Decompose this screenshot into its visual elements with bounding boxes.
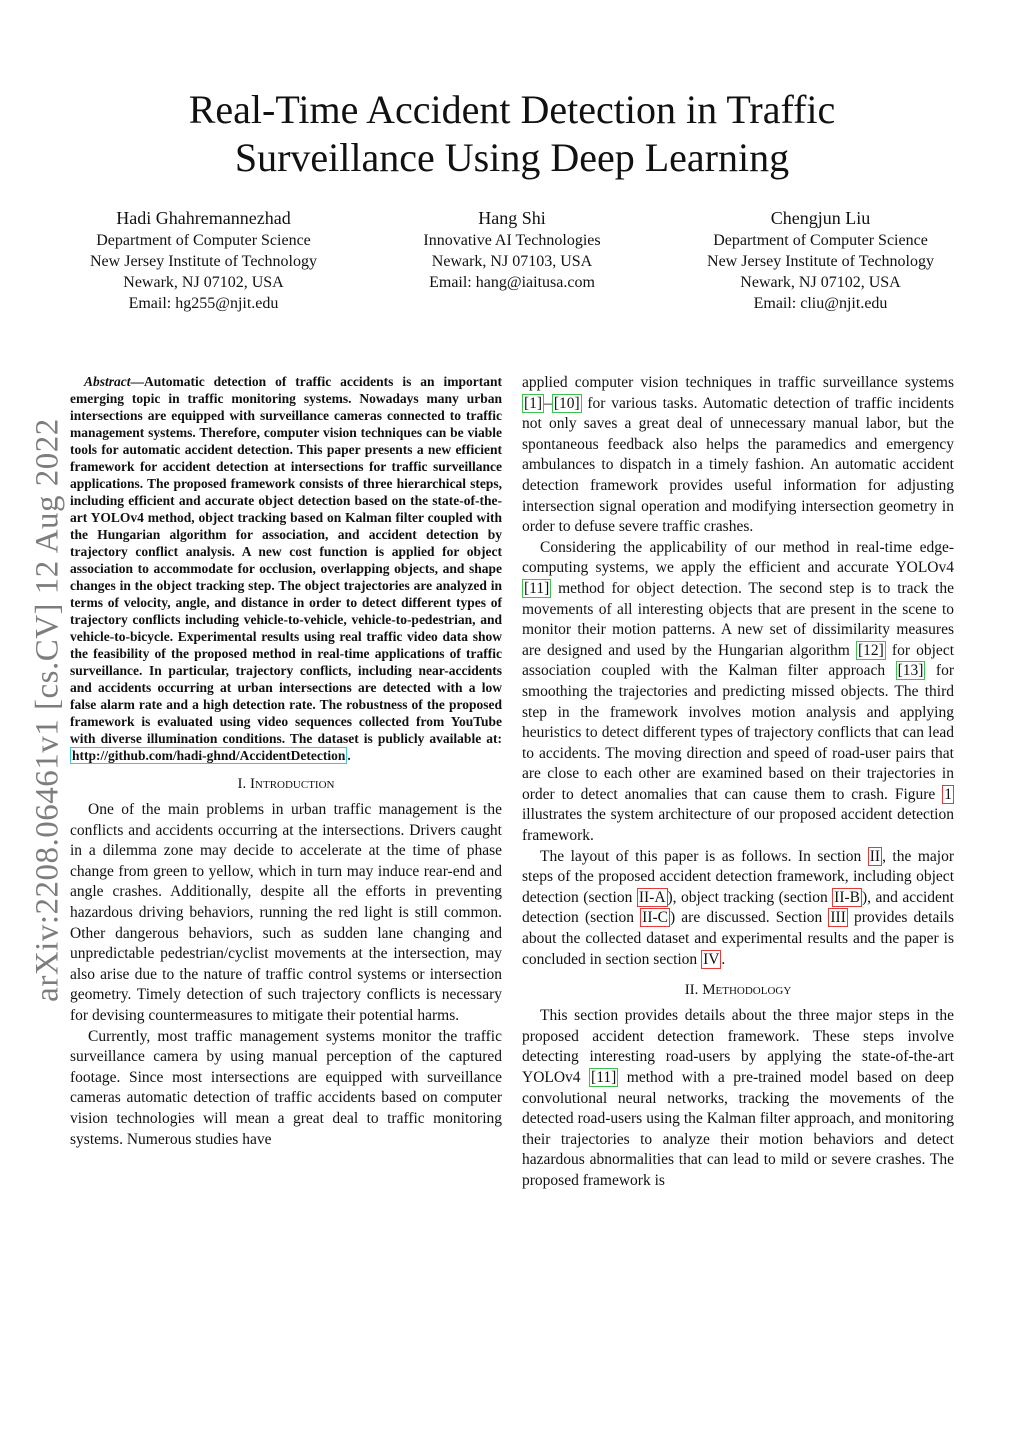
text-run: ), and accident detection (section	[522, 888, 954, 927]
text-run: .	[721, 950, 726, 968]
abstract	[70, 373, 502, 764]
text-run: for smoothing the trajectories and predicting missed objects. The third step in the framework involves motion analysis and applying heuristics to detect different types of trajectory conflicts that can lead to accidents. The moving direction and speed of road-user pairs that are close to each other are examined based on their trajectories in order to detect anomalies that can cause them to crash. Figure	[522, 662, 955, 803]
section-name: Methodology	[702, 982, 792, 999]
author-dept: Department of Computer Science	[96, 232, 311, 249]
section-link[interactable]: III	[830, 909, 846, 927]
citation-link[interactable]: [1]	[524, 394, 543, 412]
text-run: illustrates the system architecture of our proposed accident detection framework.	[522, 806, 954, 845]
intro-paragraph-2: Currently, most traffic management systems monitor the traffic surveillance camera by using manual perception of the captured footage. Since most intersections are equipped with surveillance cameras automatic detection of traffic accidents based on computer vision technologies will mean a great deal to traffic monitoring systems. Numerous studies have	[70, 1027, 502, 1148]
section-link[interactable]: IV	[703, 950, 720, 968]
text-run: , the major steps of the proposed accident detection framework, including object detection (section	[522, 847, 954, 906]
section-link[interactable]: II-A	[638, 888, 666, 906]
text-run: The layout of this paper is as follows. In section	[540, 847, 868, 865]
section-heading-methodology	[522, 980, 954, 1000]
author-name: Hang Shi	[478, 208, 546, 228]
intro-paragraph-5	[522, 847, 954, 971]
author-addr: Newark, NJ 07102, USA	[740, 274, 901, 291]
text-run: method for object detection. The second step is to track the movements of all interesting objects that are present in the scene to monitor their motion patterns. A new set of dissimilarity measures are designed and used by the Hungarian algorithm	[522, 579, 954, 659]
author-inst: New Jersey Institute of Technology	[90, 253, 317, 270]
section-heading-introduction	[70, 774, 502, 794]
citation-link[interactable]: [12]	[857, 641, 884, 659]
citation-link[interactable]: [13]	[897, 662, 924, 680]
text-run: applied computer vision techniques in traffic surveillance systems	[522, 374, 954, 391]
abstract-end: .	[347, 748, 351, 763]
section-link[interactable]: II-C	[642, 909, 668, 927]
author-block	[90, 206, 934, 314]
author-name: Chengjun Liu	[770, 208, 871, 228]
author-email: Email: hg255@njit.edu	[128, 295, 279, 312]
title-line-1: Real-Time Accident Detection in Traffic	[188, 87, 836, 132]
abstract-text: —Automatic detection of traffic accidents is an important emerging topic in traffic monitoring systems. Nowadays many urban intersections are equipped with surveillance cameras connected to traffic management systems. Therefore, computer vision techniques can be viable tools for automatic accident detection. This paper presents a new efficient framework for accident detection at intersections for traffic surveillance applications. The proposed framework consists of three hierarchical steps, including efficient and accurate object detection based on the state-of-the-art YOLOv4 method, object tracking based on Kalman filter coupled with the Hungarian algorithm for association, and accident detection by trajectory conflict analysis. A new cost function is applied for object association to accommodate for occlusion, overlapping objects, and shape changes in the object tracking step. The object trajectories are analyzed in terms of velocity, angle, and distance in order to detect different types of trajectory conflicts including vehicle-to-vehicle, vehicle-to-pedestrian, and vehicle-to-bicycle. Experimental results using real traffic video data show the feasibility of the proposed method in real-time applications of traffic surveillance. In particular, trajectory conflicts, including near-accidents and accidents occurring at urban intersections are detected with a low false alarm rate and a high detection rate. The robustness of the proposed framework is evaluated using video sequences collected from YouTube with diverse illumination conditions. The dataset is publicly available at:	[70, 374, 502, 746]
text-run: This section provides details about the three major steps in the proposed accident detection framework. These steps involve detecting interesting road-users by applying the state-of-the-art YOLOv4	[522, 1007, 954, 1086]
author-1	[90, 206, 317, 314]
arxiv-id: arXiv:2208.06461v1 [cs.CV] 12 Aug 2022	[29, 418, 66, 1002]
intro-paragraph-3	[522, 373, 954, 538]
section-name: Introduction	[250, 776, 335, 792]
author-name: Hadi Ghahremannezhad	[116, 208, 291, 228]
abstract-lead: Abstract	[84, 374, 131, 389]
paper-title	[0, 86, 1024, 182]
author-3	[707, 206, 934, 314]
title-line-2: Surveillance Using Deep Learning	[234, 135, 790, 180]
author-dept: Innovative AI Technologies	[423, 232, 601, 249]
author-email: Email: cliu@njit.edu	[753, 295, 888, 312]
text-run: for various tasks. Automatic detection of traffic incidents not only saves a great deal of unnecessary manual labor, but the spontaneous feedback also helps the paramedics and emergency ambulances to dispatch in a timely fashion. An automatic accident detection framework provides useful information for adjusting intersection signal operation and modifying intersection geometry in order to defuse severe traffic crashes.	[522, 394, 954, 536]
text-run: ) are discussed. Section	[669, 909, 829, 927]
dataset-link[interactable]: http://github.com/hadi-ghnd/AccidentDetection	[72, 748, 346, 763]
text-run: provides details about the collected dataset and experimental results and the paper is concluded in section section	[522, 909, 955, 968]
citation-link[interactable]: [11]	[524, 579, 550, 597]
author-dept: Department of Computer Science	[713, 232, 928, 249]
text-run: –	[544, 394, 552, 412]
text-run: ), object tracking (section	[667, 888, 833, 906]
figure-link[interactable]: 1	[944, 785, 952, 803]
intro-paragraph-4	[522, 538, 954, 847]
citation-link[interactable]: [11]	[591, 1069, 617, 1086]
section-link[interactable]: II-B	[834, 888, 860, 906]
author-inst: New Jersey Institute of Technology	[707, 253, 934, 270]
section-number: II.	[684, 982, 703, 999]
author-addr: Newark, NJ 07102, USA	[123, 274, 284, 291]
intro-paragraph-1: One of the main problems in urban traffic management is the conflicts and accidents occurring at the intersections. Drivers caught in a dilemma zone may decide to accelerate at the time of phase change from green to yellow, which in turn may induce rear-end and angle crashes. Additionally, despite all the efforts in preventing hazardous driving behaviors, running the red light is still common. Other dangerous behaviors, such as sudden lane changing and unpredictable pedestrian/cyclist movements at the intersection, may also arise due to the nature of traffic control systems or intersection geometry. Timely detection of such trajectory conflicts is necessary for devising countermeasures to mitigate their potential harms.	[70, 801, 502, 1024]
section-number: I.	[237, 776, 251, 792]
author-2	[423, 206, 600, 314]
left-column	[70, 373, 502, 1150]
author-inst: Newark, NJ 07103, USA	[431, 253, 593, 270]
right-column	[522, 373, 954, 1192]
citation-link[interactable]: [10]	[553, 394, 580, 412]
arxiv-sidebar	[28, 418, 68, 1002]
text-run: Considering the applicability of our method in real-time edge-computing systems, we apply the efficient and accurate YOLOv4	[522, 538, 954, 577]
text-run: for object association coupled with the Kalman filter approach	[522, 641, 954, 680]
author-addr: Email: hang@iaitusa.com	[429, 274, 595, 291]
methodology-paragraph-1	[522, 1006, 954, 1191]
text-run: method with a pre-trained model based on deep convolutional neural networks, tracking the movements of the detected road-users using the Kalman filter approach, and monitoring their trajectories to analyze their motion behaviors and detect hazardous abnormalities that can lead to mild or severe crashes. The proposed framework is	[522, 1069, 954, 1189]
section-link[interactable]: II	[869, 847, 881, 865]
